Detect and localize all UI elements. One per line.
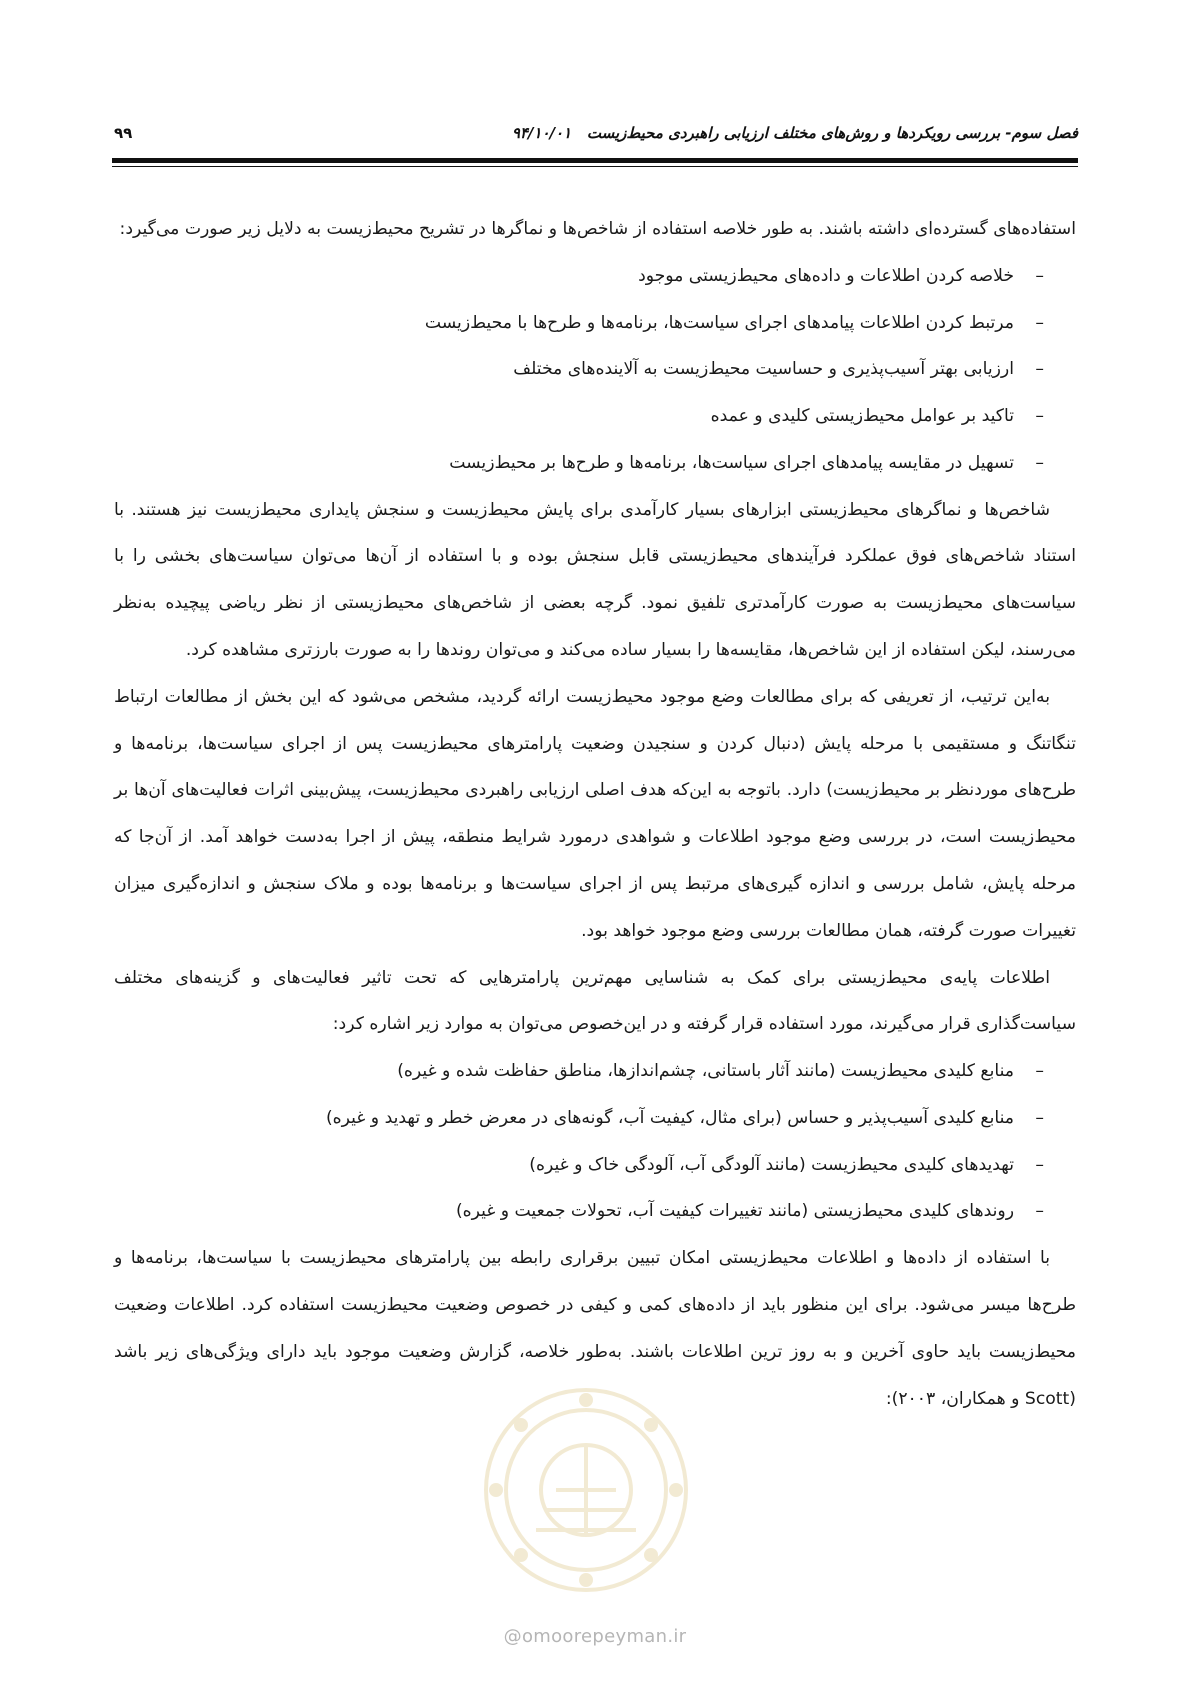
- header-rule-thin: [112, 166, 1078, 167]
- bullet-dash: –: [1035, 1107, 1044, 1128]
- bullet-dash: –: [1035, 1061, 1044, 1082]
- page-number: ۹۹: [114, 124, 133, 142]
- list-item: – مرتبط کردن اطلاعات پیامدهای اجرای سیاست‌ها، برنامه‌ها و طرح‌ها با محیط‌زیست: [114, 300, 1014, 347]
- bullet-list-one: [114, 253, 1076, 487]
- chapter-header: [512, 124, 1078, 142]
- list-item: – روندهای کلیدی محیط‌زیستی (مانند تغییرات کیفیت آب، تحولات جمعیت و غیره): [114, 1188, 1014, 1235]
- list-item: – ارزیابی بهتر آسیب‌پذیری و حساسیت محیط‌زیست به آلاینده‌های مختلف: [114, 346, 1014, 393]
- bullet-dash: –: [1035, 312, 1044, 333]
- list-item: – تسهیل در مقایسه پیامدهای اجرای سیاست‌ها، برنامه‌ها و طرح‌ها بر محیط‌زیست: [114, 440, 1014, 487]
- list-item: – منابع کلیدی محیط‌زیست (مانند آثار باستانی، چشم‌اندازها، مناطق حفاظت شده و غیره): [114, 1048, 1014, 1095]
- paragraph: شاخص‌ها و نماگرهای محیط‌زیستی ابزارهای بسیار کارآمدی برای پایش محیط‌زیست و سنجش پایداری محیط‌زیست نیز هستند. با استناد شاخص‌های فوق عملکرد فرآیندهای محیط‌زیستی قابل سنجش بوده و با استفاده از آن‌ها می‌توان سیاست‌های بخشی را با سیاست‌های محیط‌زیست به صورت کارآمدتری تلفیق نمود. گرچه بعضی از شاخص‌های محیط‌زیستی از نظر ریاضی پیچیده به‌نظر می‌رسند، لیکن استفاده از این شاخص‌ها، مقایسه‌ها را بسیار ساده می‌کند و می‌توان روندها را به صورت بارزتری مشاهده کرد.: [114, 499, 1076, 661]
- paragraph: به‌این ترتیب، از تعریفی که برای مطالعات وضع موجود محیط‌زیست ارائه گردید، مشخص می‌شود که این بخش از مطالعات ارتباط تنگاتنگ و مستقیمی با مرحله پایش (دنبال کردن و سنجیدن وضعیت پارامترهای محیط‌زیست پس از اجرای سیاست‌ها، برنامه‌ها و طرح‌های موردنظر بر محیط‌زیست) دارد. باتوجه به این‌که هدف اصلی ارزیابی راهبردی محیط‌زیست، پیش‌بینی اثرات فعالیت‌های آن‌ها بر محیط‌زیست است، در بررسی وضع موجود اطلاعات و شواهدی درمورد شرایط منطقه، پیش از اجرا به‌دست خواهد آمد. از آن‌جا که مرحله پایش، شامل بررسی و اندازه گیری‌های مرتبط پس از اجرای سیاست‌ها و برنامه‌ها بوده و ملاک سنجش و اندازه‌گیری میزان تغییرات صورت گرفته، همان مطالعات بررسی وضع موجود خواهد بود.: [114, 686, 1076, 941]
- bullet-dash: –: [1035, 1201, 1044, 1222]
- page-header: [114, 124, 1078, 142]
- list-item: – تاکید بر عوامل محیط‌زیستی کلیدی و عمده: [114, 393, 1014, 440]
- document-body: [114, 206, 1076, 1422]
- bullet-dash: –: [1035, 452, 1044, 473]
- bullet-dash: –: [1035, 265, 1044, 286]
- list-item: – تهدیدهای کلیدی محیط‌زیست (مانند آلودگی آب، آلودگی خاک و غیره): [114, 1142, 1014, 1189]
- chapter-title: فصل سوم- بررسی رویکردها و روش‌های مختلف ارزیابی راهبردی محیط‌زیست: [586, 124, 1078, 142]
- paragraph: با استفاده از داده‌ها و اطلاعات محیط‌زیستی امکان تبیین برقراری رابطه بین پارامترهای محیط‌زیست با سیاست‌ها، برنامه‌ها و طرح‌ها میسر می‌شود. برای این منظور باید از داده‌های کمی و کیفی در خصوص وضعیت محیط‌زیست استفاده کرد. اطلاعات وضعیت محیط‌زیست باید حاوی آخرین و به روز ترین اطلاعات باشند. به‌طور خلاصه، گزارش وضعیت موجود باید دارای ویژگی‌های زیر باشد (Scott و همکاران، ۲۰۰۳):: [114, 1248, 1076, 1409]
- header-rule-thick: [112, 158, 1078, 163]
- list-item: – منابع کلیدی آسیب‌پذیر و حساس (برای مثال، کیفیت آب، گونه‌های در معرض خطر و تهدید و غیره): [114, 1095, 1014, 1142]
- bullet-dash: –: [1035, 359, 1044, 380]
- watermark-logo-icon: [476, 1380, 696, 1600]
- paragraph: اطلاعات پایه‌ی محیط‌زیستی برای کمک به شناسایی مهم‌ترین پارامترهایی که تحت تاثیر فعالیت‌های و گزینه‌های مختلف سیاست‌گذاری قرار می‌گیرند، مورد استفاده قرار گرفته و در این‌خصوص می‌توان به موارد زیر اشاره کرد:: [114, 967, 1076, 1035]
- bullet-dash: –: [1035, 1154, 1044, 1175]
- header-date: ۹۴/۱۰/۰۱: [511, 124, 572, 142]
- bullet-dash: –: [1035, 406, 1044, 427]
- list-item: – خلاصه کردن اطلاعات و داده‌های محیط‌زیستی موجود: [114, 253, 1014, 300]
- paragraph: استفاده‌های گسترده‌ای داشته باشند. به طور خلاصه استفاده از شاخص‌ها و نماگرها در تشریح محیط‌زیست به دلایل زیر صورت می‌گیرد:: [119, 219, 1076, 239]
- watermark-site-text: @omoorepeyman.ir: [503, 1626, 687, 1647]
- bullet-list-two: [114, 1048, 1076, 1235]
